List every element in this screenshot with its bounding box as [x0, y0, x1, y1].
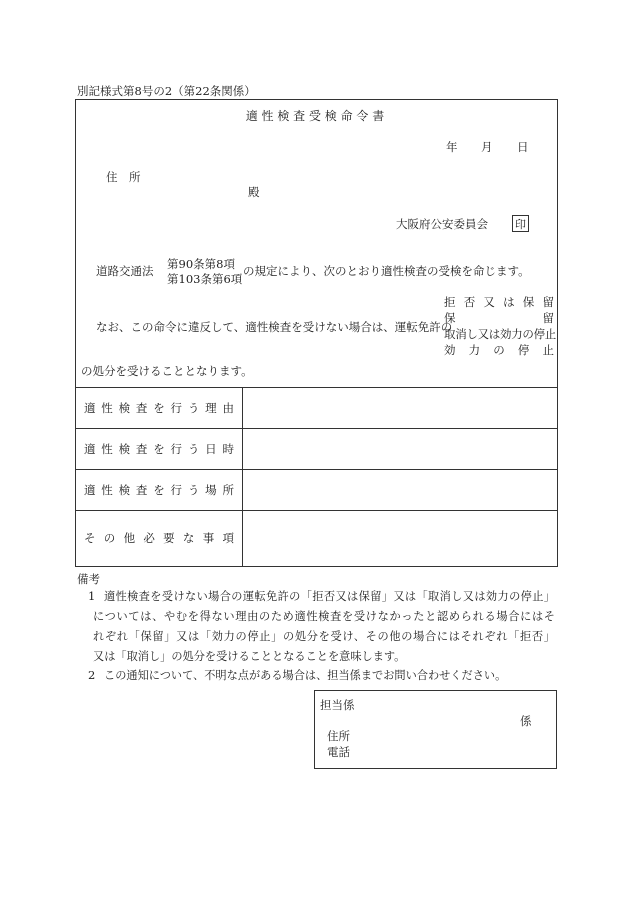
remark-1-line: れぞれ「保留」又は「効力の停止」の処分を受け、その他の場合にはそれぞれ「拒否」	[93, 630, 555, 643]
warning-lead: なお、この命令に違反して、適性検査を受けない場合は、運転免許の	[96, 320, 453, 334]
warning-option-refuse-or-hold: 拒否又は保留	[444, 295, 554, 309]
honorific: 殿	[248, 185, 260, 199]
seal-stamp: 印	[512, 215, 529, 232]
table-line	[75, 510, 558, 511]
law-name: 道路交通法	[96, 264, 154, 278]
contact-label: 担当係	[320, 698, 355, 712]
row-label-place: 適性検査を行う場所	[84, 483, 234, 497]
warning-option-revoke-or-suspend: 取消し又は効力の停止	[444, 327, 556, 341]
contact-address-label: 住所	[327, 729, 350, 743]
table-line	[75, 428, 558, 429]
remark-1-line: 又は「取消し」の処分を受けることとなることを意味します。	[93, 650, 406, 663]
date-year: 年	[446, 140, 458, 154]
date-month: 月	[481, 140, 493, 154]
form-title: 適 性 検 査 受 検 命 令 書	[245, 109, 385, 123]
row-label-other: その他必要な事項	[84, 531, 234, 545]
law-article-1: 第90条第8項	[167, 257, 235, 271]
remark-1-line: については、やむを得ない理由のため適性検査を受けなかったと認められる場合にはそ	[93, 610, 555, 623]
contact-section-suffix: 係	[520, 714, 532, 728]
table-column-divider	[242, 387, 243, 567]
warning-option-hold: 保留	[444, 311, 554, 325]
row-label-reason: 適性検査を行う理由	[84, 401, 234, 415]
remark-2-text: この通知について、不明な点がある場合は、担当係までお問い合わせください。	[104, 669, 507, 682]
form-reference: 別記様式第8号の2（第22条関係）	[77, 84, 256, 98]
issuer: 大阪府公安委員会	[396, 217, 488, 231]
contact-phone-label: 電話	[327, 745, 350, 759]
address-label: 住 所	[106, 170, 141, 184]
warning-tail: の処分を受けることとなります。	[81, 364, 253, 378]
remark-1-line: 適性検査を受けない場合の運転免許の「拒否又は保留」又は「取消し又は効力の停止」	[104, 590, 555, 603]
row-label-datetime: 適性検査を行う日時	[84, 442, 234, 456]
date-day: 日	[517, 140, 529, 154]
law-article-2: 第103条第6項	[167, 272, 243, 286]
table-line	[75, 469, 558, 470]
remark-2-number: 2	[88, 668, 96, 682]
law-clause-tail: の規定により、次のとおり適性検査の受検を命じます。	[243, 264, 530, 278]
remarks-heading: 備考	[77, 572, 100, 586]
table-line	[75, 387, 558, 388]
warning-option-suspend: 効力の停止	[444, 343, 554, 357]
remark-1-number: 1	[88, 589, 96, 603]
